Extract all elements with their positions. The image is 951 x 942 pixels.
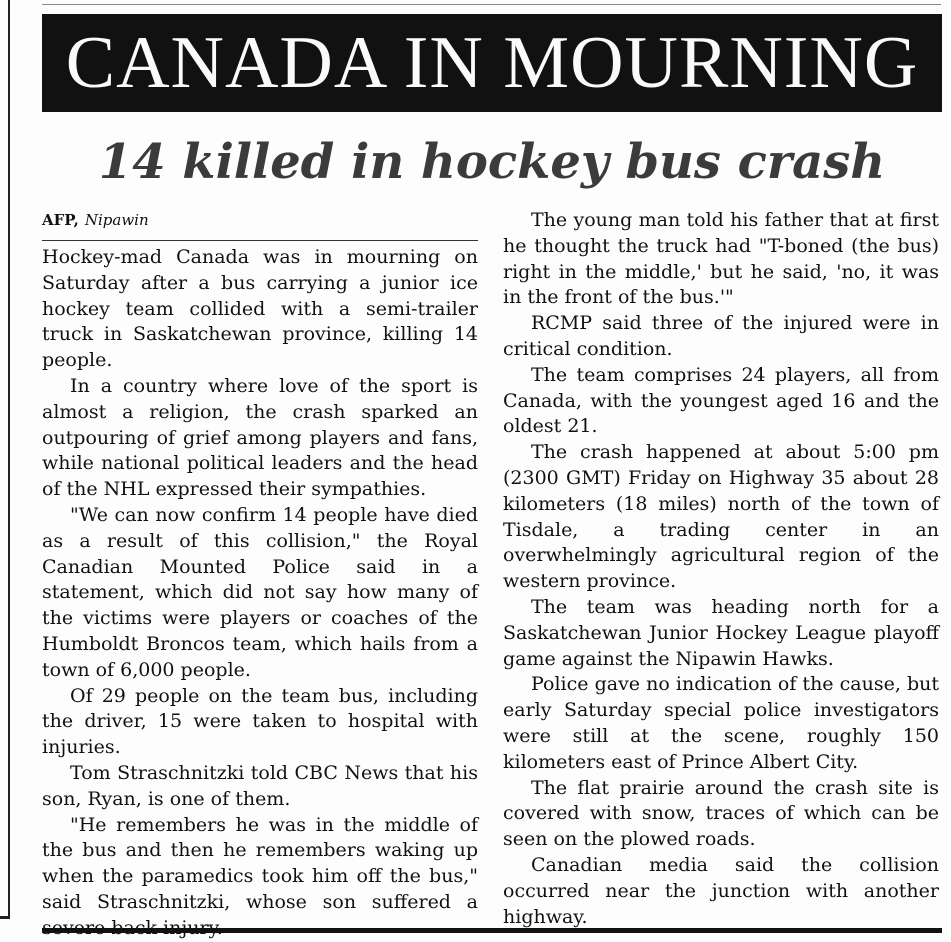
margin-rule [8, 0, 10, 918]
paragraph: Hockey-mad Canada was in mourning on Saturday after a bus carrying a junior ice hockey team collided with a semi-trailer truck in Saskatchewan province, killing 14 people. [42, 246, 478, 372]
paragraph: "He remembers he was in the middle of the bus and then he remembers waking up when the paramedics took him off the bus," said Straschnitzki, whose son suffered a [42, 813, 478, 913]
bottom-rule [42, 928, 942, 933]
paragraph: RCMP said three of the injured were in critical condition. [503, 312, 939, 360]
subheadline: 14 killed in hockey bus crash [98, 134, 886, 190]
paragraph: The crash happened at about 5:00 pm (2300 GMT) Friday on Highway 35 about 28 kilometers (18 miles) north of the town of Tisdale, a trading center in an overwhelmingly agricultural region of the western province. [503, 441, 939, 593]
byline-location: Nipawin [84, 211, 149, 229]
top-hairline [42, 4, 941, 5]
headline-banner [42, 14, 942, 112]
paragraph: The team comprises 24 players, all from Canada, with the youngest aged 16 and the oldest 21. [503, 363, 939, 438]
article-column-left [42, 208, 478, 942]
byline-agency: AFP, [42, 211, 79, 229]
margin-rule-tick [0, 916, 10, 919]
paragraph: Tom Straschnitzki told CBC News that his son, Ryan, is one of them. [42, 761, 478, 810]
paragraph: In a country where love of the sport is almost a religion, the crash sparked an outpouring of grief among players and fans, while national political leaders and the head of the NHL expressed their sympathies. [42, 374, 478, 501]
paragraph: "We can now confirm 14 people have died as a result of this collision," the Royal Canadian Mounted Police said in a statement, which did not say how many of the victims were players or coaches of the Humboldt Broncos team, which hails from a town of 6,000 people. [42, 503, 478, 681]
paragraph: The flat prairie around the crash site is covered with snow, traces of which can be seen on the plowed roads. [503, 776, 939, 851]
paragraph: Of 29 people on the team bus, including the driver, 15 were taken to hospital with injuries. [42, 684, 478, 759]
paragraph: The young man told his father that at first he thought the truck had "T-boned (the bus) right in the middle,' but he said, 'no, it was in the front of the bus.'" [503, 209, 939, 309]
paragraph: The team was heading north for a Saskatchewan Junior Hockey League playoff game against the Nipawin Hawks. [503, 595, 939, 670]
byline-divider [42, 240, 478, 241]
paragraph: Canadian media said the collision occurred near the junction with another highway. [503, 853, 939, 928]
headline: CANADA IN MOURNING [65, 21, 919, 104]
paragraph: Police gave no indication of the cause, but early Saturday special police investigators were still at the scene, roughly 150 kilometers east of Prince Albert City. [503, 673, 939, 773]
byline [42, 208, 478, 240]
article-column-right [503, 208, 939, 930]
